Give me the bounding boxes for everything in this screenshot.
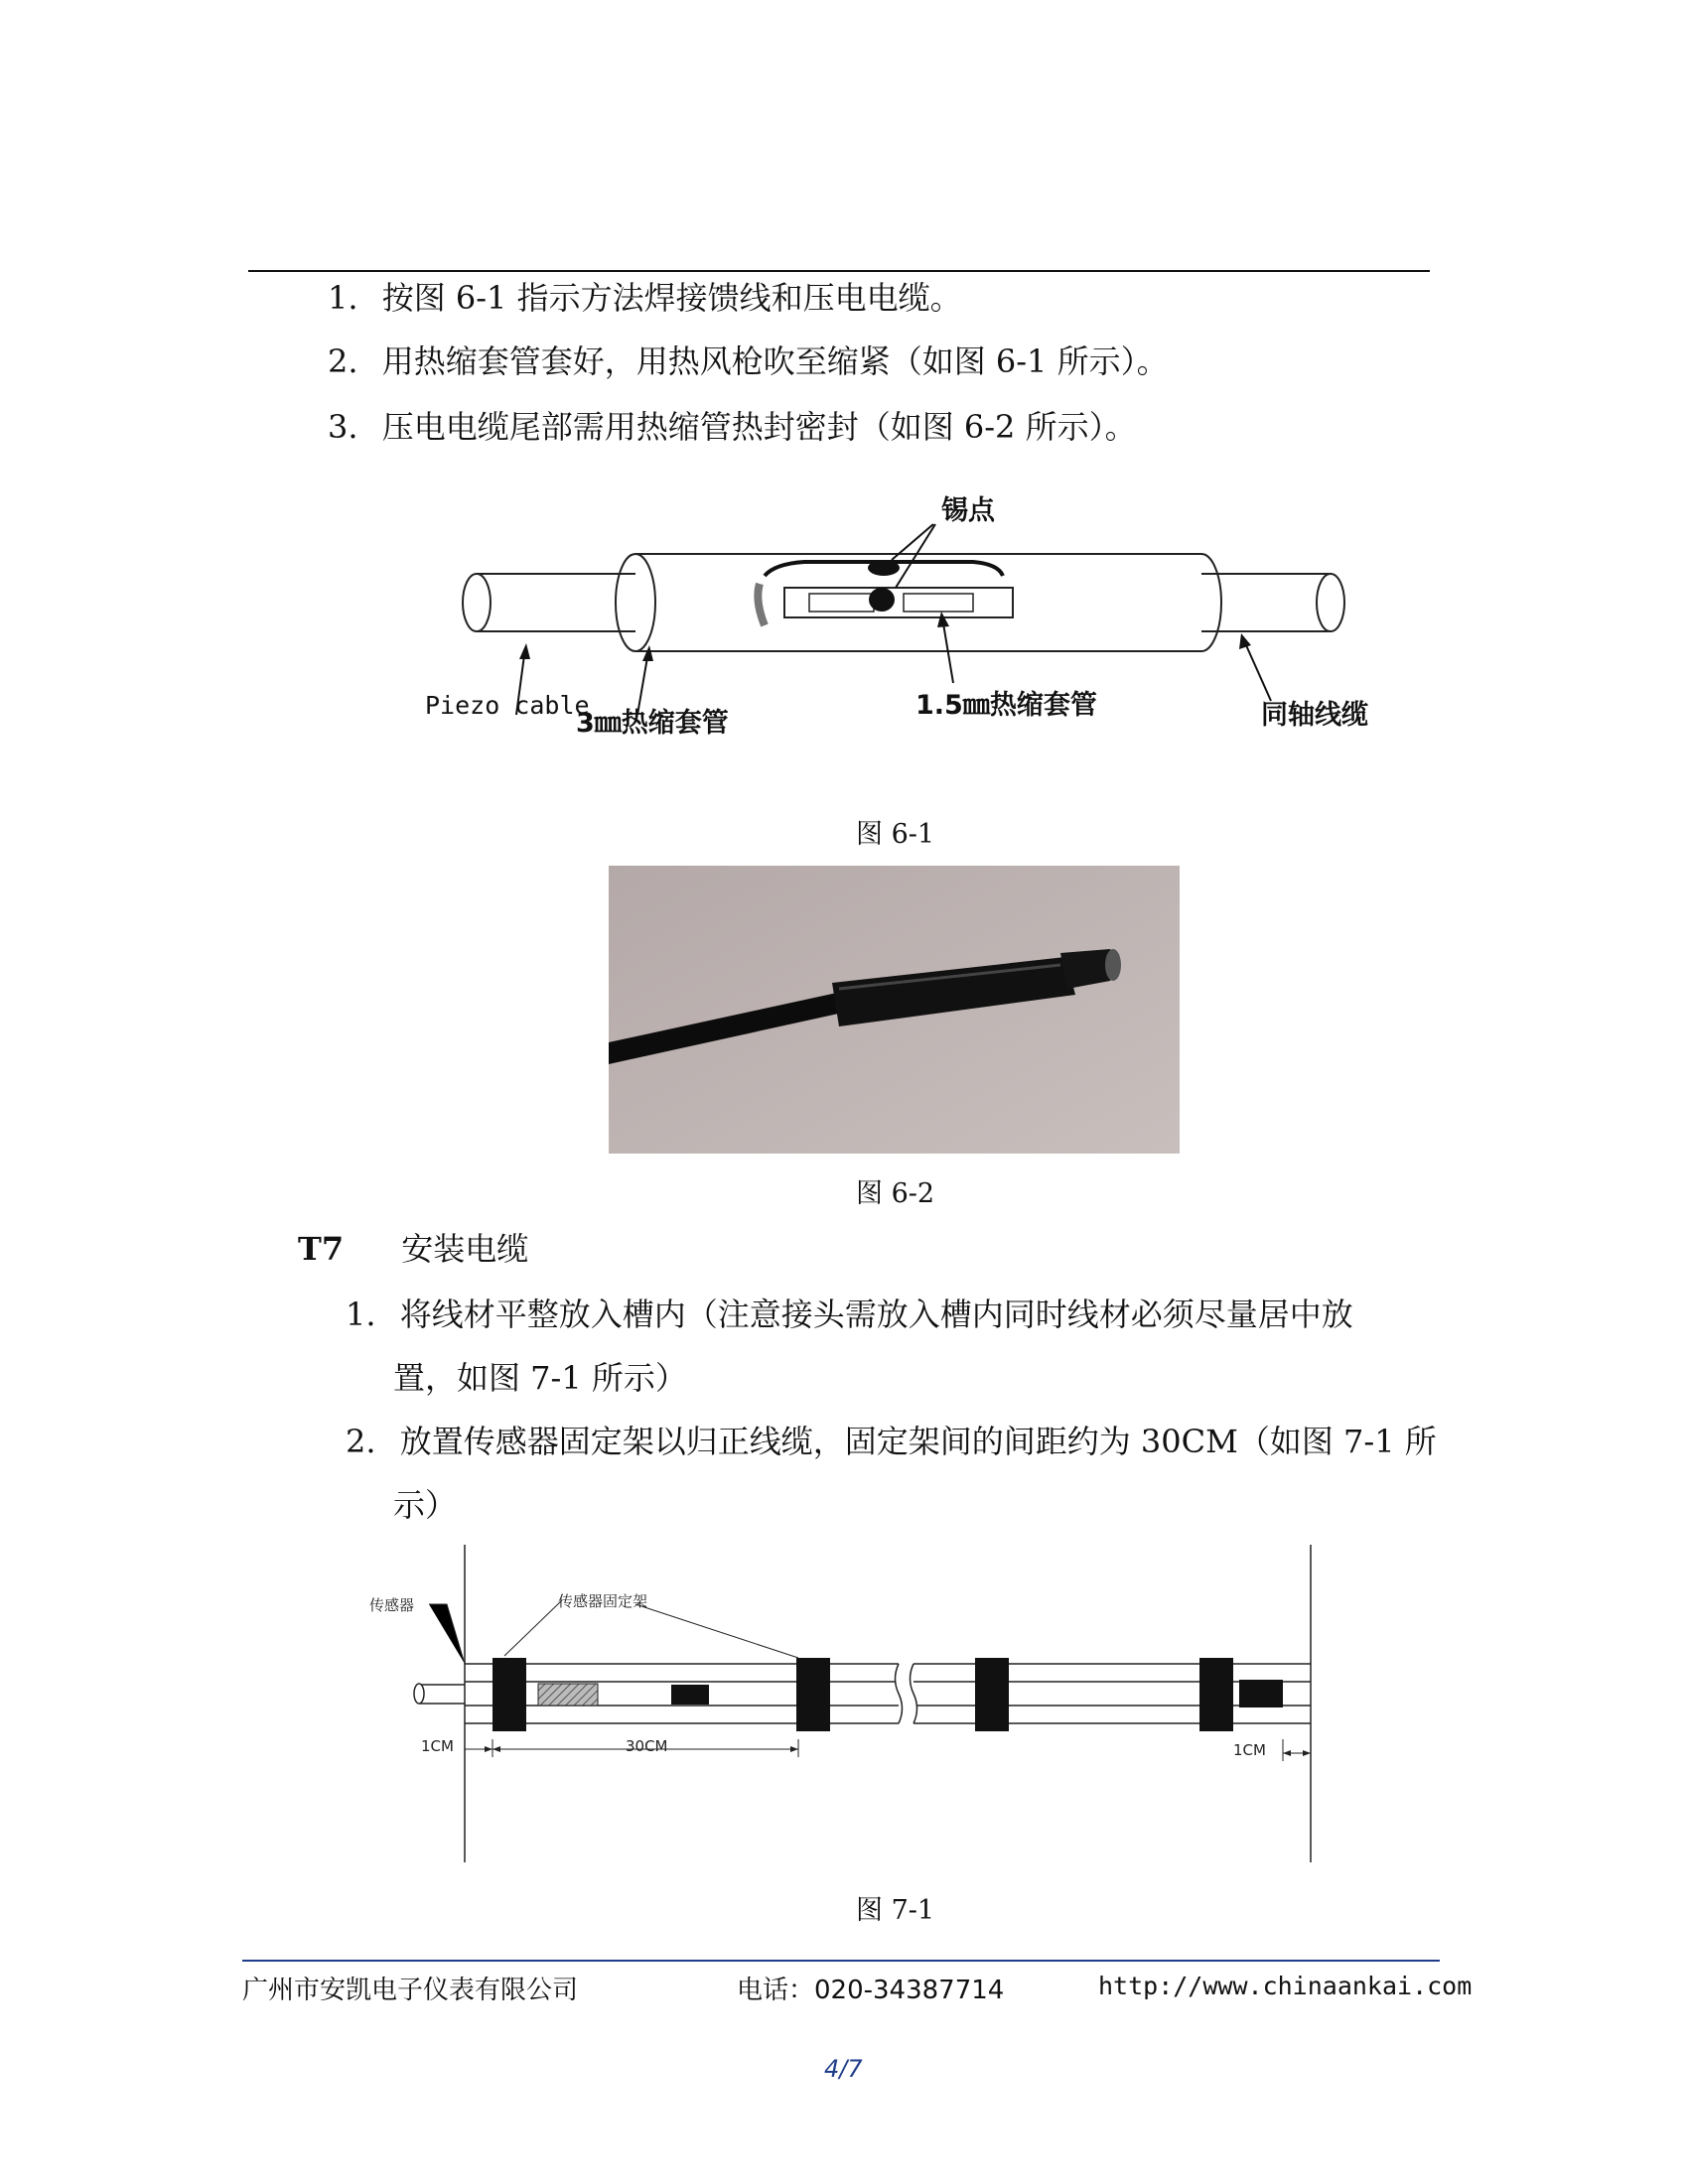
- list-item: [328, 278, 962, 318]
- list-number: 3.: [328, 408, 358, 446]
- footer-company: 广州市安凯电子仪表有限公司: [242, 1976, 579, 2005]
- label-coaxial-cable: 同轴线缆: [1261, 700, 1368, 731]
- label-piezo-cable: Piezo cable: [425, 691, 590, 720]
- label-3mm-heat-shrink: 3㎜热缩套管: [576, 708, 729, 739]
- figure-6-2-photo: [609, 866, 1180, 1154]
- label-1-5mm-heat-shrink: 1.5㎜热缩套管: [915, 690, 1097, 721]
- list-number: 2.: [346, 1423, 376, 1460]
- label-sensor: 传感器: [369, 1596, 415, 1614]
- list-text: 压电电缆尾部需用热缩管热封密封（如图 6-2 所示）。: [381, 408, 1137, 446]
- section-number: T7: [298, 1230, 345, 1268]
- list-number: 2.: [328, 342, 358, 380]
- figure-caption: 图 7-1: [856, 1895, 935, 1926]
- label-30cm: 30CM: [626, 1737, 668, 1755]
- list-number: 1.: [346, 1296, 376, 1333]
- footer-rule: [242, 1960, 1440, 1962]
- list-item: [328, 341, 1169, 381]
- page-number: 4/7: [824, 2055, 863, 2083]
- list-text: 将线材平整放入槽内（注意接头需放入槽内同时线材必须尽量居中放: [399, 1296, 1353, 1333]
- label-sensor-holder: 传感器固定架: [558, 1592, 648, 1610]
- footer-url[interactable]: http://www.chinaankai.com: [1098, 1972, 1473, 2000]
- section-heading: [298, 1229, 528, 1269]
- section-title: 安装电缆: [401, 1230, 529, 1268]
- list-item: [346, 1422, 1437, 1461]
- figure-caption: 图 6-1: [856, 819, 935, 850]
- label-solder-point: 锡点: [941, 495, 995, 526]
- label-1cm-left: 1CM: [421, 1737, 454, 1755]
- figure-6-1-drawing: [417, 477, 1370, 764]
- list-number: 1.: [328, 279, 358, 317]
- list-item: [346, 1295, 1353, 1334]
- list-text-continued: 示）: [393, 1486, 458, 1524]
- header-rule: [248, 270, 1430, 272]
- list-item: [328, 407, 1137, 447]
- label-1cm-right: 1CM: [1233, 1741, 1266, 1759]
- footer-phone: 电话：020-34387714: [737, 1976, 1005, 2005]
- figure-7-1-drawing: [397, 1545, 1331, 1872]
- figure-caption: 图 6-2: [856, 1178, 935, 1209]
- list-text: 按图 6-1 指示方法焊接馈线和压电电缆。: [381, 279, 962, 317]
- list-text: 放置传感器固定架以归正线缆，固定架间的间距约为 30CM（如图 7-1 所: [399, 1423, 1437, 1460]
- list-text: 用热缩套管套好，用热风枪吹至缩紧（如图 6-1 所示）。: [381, 342, 1169, 380]
- list-text-continued: 置，如图 7-1 所示）: [393, 1359, 687, 1397]
